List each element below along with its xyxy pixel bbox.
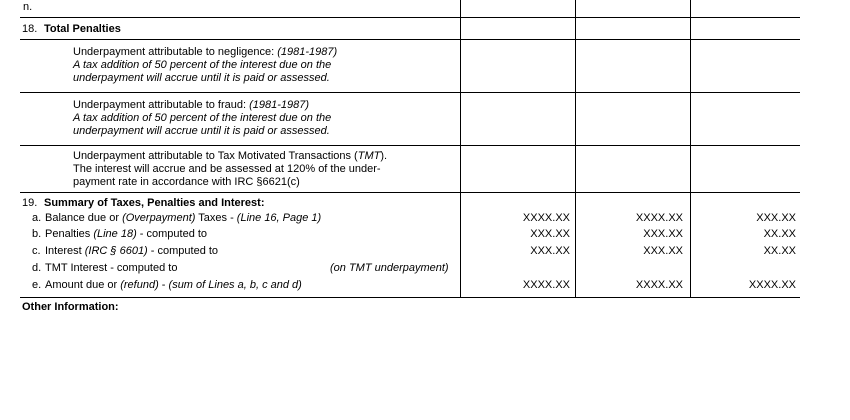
tmt-abbrev: TMT [357, 150, 381, 162]
line-19a: a. Balance due or (Overpayment) Taxes - (Line 16, Page 1) [32, 212, 322, 224]
value-col3-a: XXX.XX [756, 212, 796, 224]
line-19d: d. TMT Interest - computed to [32, 262, 178, 274]
row-rule [20, 39, 800, 40]
letter-e: e. [32, 279, 42, 291]
letter-d: d. [32, 262, 42, 274]
line-n-label: n. [23, 1, 33, 13]
negligence-line-3: underpayment will accrue until it is paid or assessed. [73, 72, 330, 84]
value-col1-a: XXXX.XX [522, 212, 570, 224]
value-col3-c: XX.XX [763, 245, 796, 257]
other-information-label: Other Information: [22, 301, 119, 313]
line-19-title: Summary of Taxes, Penalties and Interest: [44, 197, 265, 209]
fraud-years: (1981-1987) [249, 99, 310, 111]
column-divider-3 [690, 0, 691, 297]
line-19c: c. Interest (IRC § 6601) - computed to [32, 245, 219, 257]
fraud-line-3: underpayment will accrue until it is paid or assessed. [73, 125, 330, 137]
tmt-line-3: payment rate in accordance with IRC §6621(c) [73, 176, 300, 188]
row-rule [20, 192, 800, 193]
line-18-title: Total Penalties [44, 23, 121, 35]
negligence-text: Underpayment attributable to negligence: [73, 46, 278, 58]
fraud-text: Underpayment attributable to fraud: [73, 99, 250, 111]
value-col3-e: XXXX.XX [748, 279, 796, 291]
line-19d-note: (on TMT underpayment) [330, 262, 449, 274]
tmt-line-2: The interest will accrue and be assessed at 120% of the under- [73, 163, 381, 175]
value-col1-b: XXX.XX [530, 228, 570, 240]
row-rule [20, 145, 800, 146]
negligence-line-1 [73, 46, 337, 59]
letter-a: a. [32, 212, 42, 224]
letter-b: b. [32, 228, 42, 240]
line-19e: e. Amount due or (refund) - (sum of Lines a, b, c and d) [32, 279, 302, 291]
value-col2-b: XXX.XX [643, 228, 683, 240]
negligence-years: (1981-1987) [277, 46, 338, 58]
row-rule [20, 297, 800, 298]
fraud-line-2: A tax addition of 50 percent of the interest due on the [73, 112, 332, 124]
row-rule [20, 17, 800, 18]
value-col2-e: XXXX.XX [635, 279, 683, 291]
line-18-number: 18. [22, 23, 38, 35]
tmt-line-1: Underpayment attributable to Tax Motivated Transactions (TMT). [73, 150, 388, 162]
value-col2-a: XXXX.XX [635, 212, 683, 224]
value-col1-e: XXXX.XX [522, 279, 570, 291]
fraud-line-1 [73, 99, 309, 112]
value-col2-c: XXX.XX [643, 245, 683, 257]
negligence-line-2: A tax addition of 50 percent of the interest due on the [73, 59, 332, 71]
letter-c: c. [32, 245, 41, 257]
value-col3-b: XX.XX [763, 228, 796, 240]
column-divider-1 [460, 0, 461, 297]
value-col1-c: XXX.XX [530, 245, 570, 257]
line-19b: b. Penalties (Line 18) - computed to [32, 228, 208, 240]
column-divider-2 [575, 0, 576, 297]
row-rule [20, 92, 800, 93]
line-19-number: 19. [22, 197, 38, 209]
